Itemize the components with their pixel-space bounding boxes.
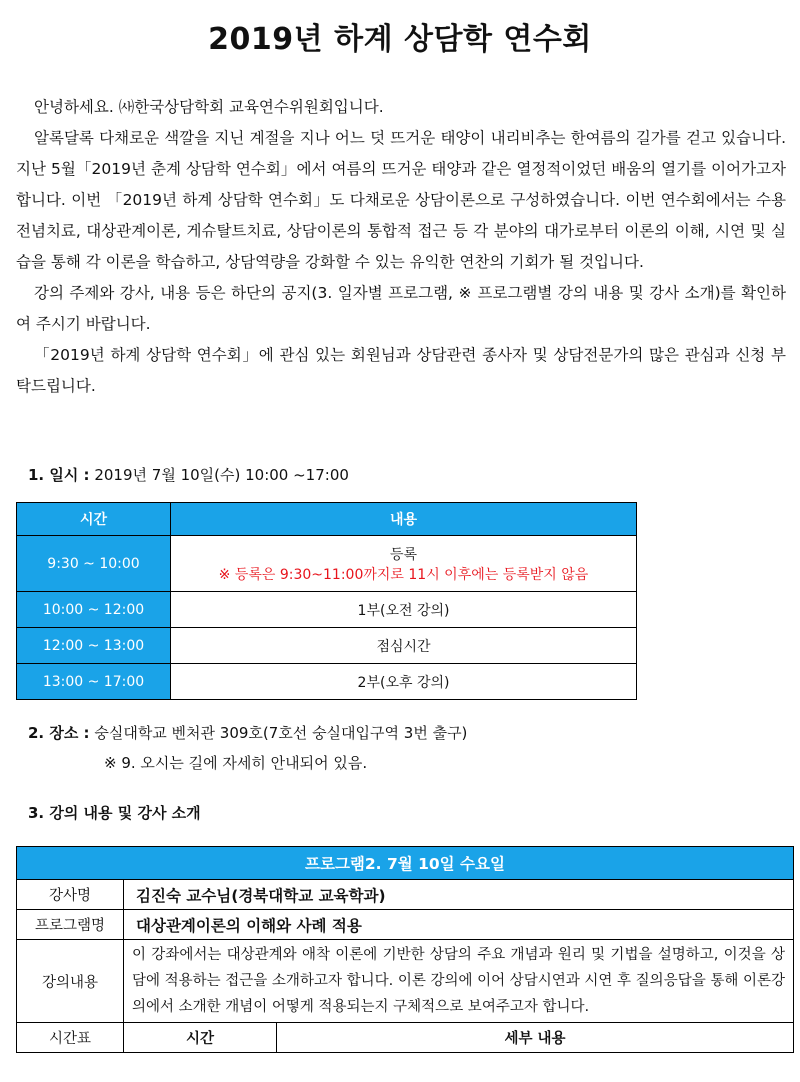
program-header: 프로그램2. 7월 10일 수요일 (17, 847, 794, 880)
schedule-row (17, 592, 637, 628)
instructor-row (17, 880, 794, 910)
schedule-content: 2부(오후 강의) (171, 664, 637, 700)
intro-paragraph: 안녕하세요. ㈔한국상담학회 교육연수위원회입니다. (34, 98, 384, 116)
content-row (17, 940, 794, 1023)
registration-note: ※ 등록은 9:30~11:00까지로 11시 이후에는 등록받지 않음 (218, 566, 589, 583)
timetable-label: 시간표 (17, 1023, 124, 1053)
instructor-value: 김진숙 교수님(경북대학교 교육학과) (124, 880, 794, 910)
schedule-time: 13:00 ~ 17:00 (17, 664, 171, 700)
schedule-header-time: 시간 (17, 503, 171, 536)
schedule-time: 12:00 ~ 13:00 (17, 628, 171, 664)
section-date-label: 1. 일시 : (28, 466, 90, 484)
timetable-header-detail: 세부 내용 (277, 1023, 794, 1053)
content-value: 이 강좌에서는 대상관계와 애착 이론에 기반한 상담의 주요 개념과 원리 및 기법을 설명하고, 이것을 상담에 적용하는 접근을 소개하고자 합니다. 이론 강의에 이어 상담시연과 시연 후 질의응답을 통해 이론강의에서 소개한 개념이 어떻게 적용되는지 구체적으로 보여주고자 합니다. (124, 940, 794, 1023)
schedule-content: 1부(오전 강의) (171, 592, 637, 628)
schedule-row (17, 536, 637, 592)
program-name-row (17, 910, 794, 940)
section-venue-label: 2. 장소 : (28, 724, 90, 742)
section-date (28, 464, 349, 485)
schedule-row (17, 628, 637, 664)
program-name-value: 대상관계이론의 이해와 사례 적용 (124, 910, 794, 940)
content-label: 강의내용 (17, 940, 124, 1023)
intro-paragraph: 「2019년 하계 상담학 연수회」에 관심 있는 회원님과 상담관련 종사자 및 상담전문가의 많은 관심과 신청 부탁드립니다. (16, 346, 786, 395)
schedule-time: 10:00 ~ 12:00 (17, 592, 171, 628)
schedule-time: 9:30 ~ 10:00 (17, 536, 171, 592)
intro-paragraph: 강의 주제와 강사, 내용 등은 하단의 공지(3. 일자별 프로그램, ※ 프로그램별 강의 내용 및 강사 소개)를 확인하여 주시기 바랍니다. (16, 284, 786, 333)
schedule-content: 점심시간 (171, 628, 637, 664)
intro-paragraph: 알록달록 다채로운 색깔을 지닌 계절을 지나 어느 덧 뜨거운 태양이 내리비추는 한여름의 길가를 걷고 있습니다. 지난 5월「2019년 춘계 상담학 연수회」에서 여름의 뜨거운 태양과 같은 열정적이었던 배움의 열기를 이어가고자 합니다. 이번 「2019년 하계 상담학 연수회」도 다채로운 상담이론으로 구성하였습니다. 이번 연수회에서는 수용전념치료, 대상관계이론, 게슈탈트치료, 상담이론의 통합적 접근 등 각 분야의 대가로부터 이론의 이해, 시연 및 실습을 통해 각 이론을 학습하고, 상담역량을 강화할 수 있는 유익한 연찬의 기회가 될 것입니다. (16, 129, 786, 271)
timetable-header-time: 시간 (124, 1023, 277, 1053)
section-program-label: 3. 강의 내용 및 강사 소개 (28, 804, 201, 822)
section-venue-value: 숭실대학교 벤처관 309호(7호선 숭실대입구역 3번 출구) (94, 724, 468, 742)
venue-note: ※ 9. 오시는 길에 자세히 안내되어 있음. (104, 754, 368, 772)
section-program-title (28, 802, 201, 823)
program-table (16, 846, 794, 1053)
instructor-label: 강사명 (17, 880, 124, 910)
page-title: 2019년 하계 상담학 연수회 (208, 22, 592, 57)
section-venue (28, 722, 467, 743)
schedule-table (16, 502, 637, 700)
schedule-row (17, 664, 637, 700)
schedule-header-content: 내용 (171, 503, 637, 536)
schedule-content-text: 등록 (389, 546, 418, 563)
intro-text (16, 92, 786, 402)
section-date-value: 2019년 7월 10일(수) 10:00 ~17:00 (94, 466, 349, 484)
program-header-row (17, 847, 794, 880)
timetable-row (17, 1023, 794, 1053)
program-name-label: 프로그램명 (17, 910, 124, 940)
schedule-header-row (17, 503, 637, 536)
schedule-content (171, 536, 637, 592)
